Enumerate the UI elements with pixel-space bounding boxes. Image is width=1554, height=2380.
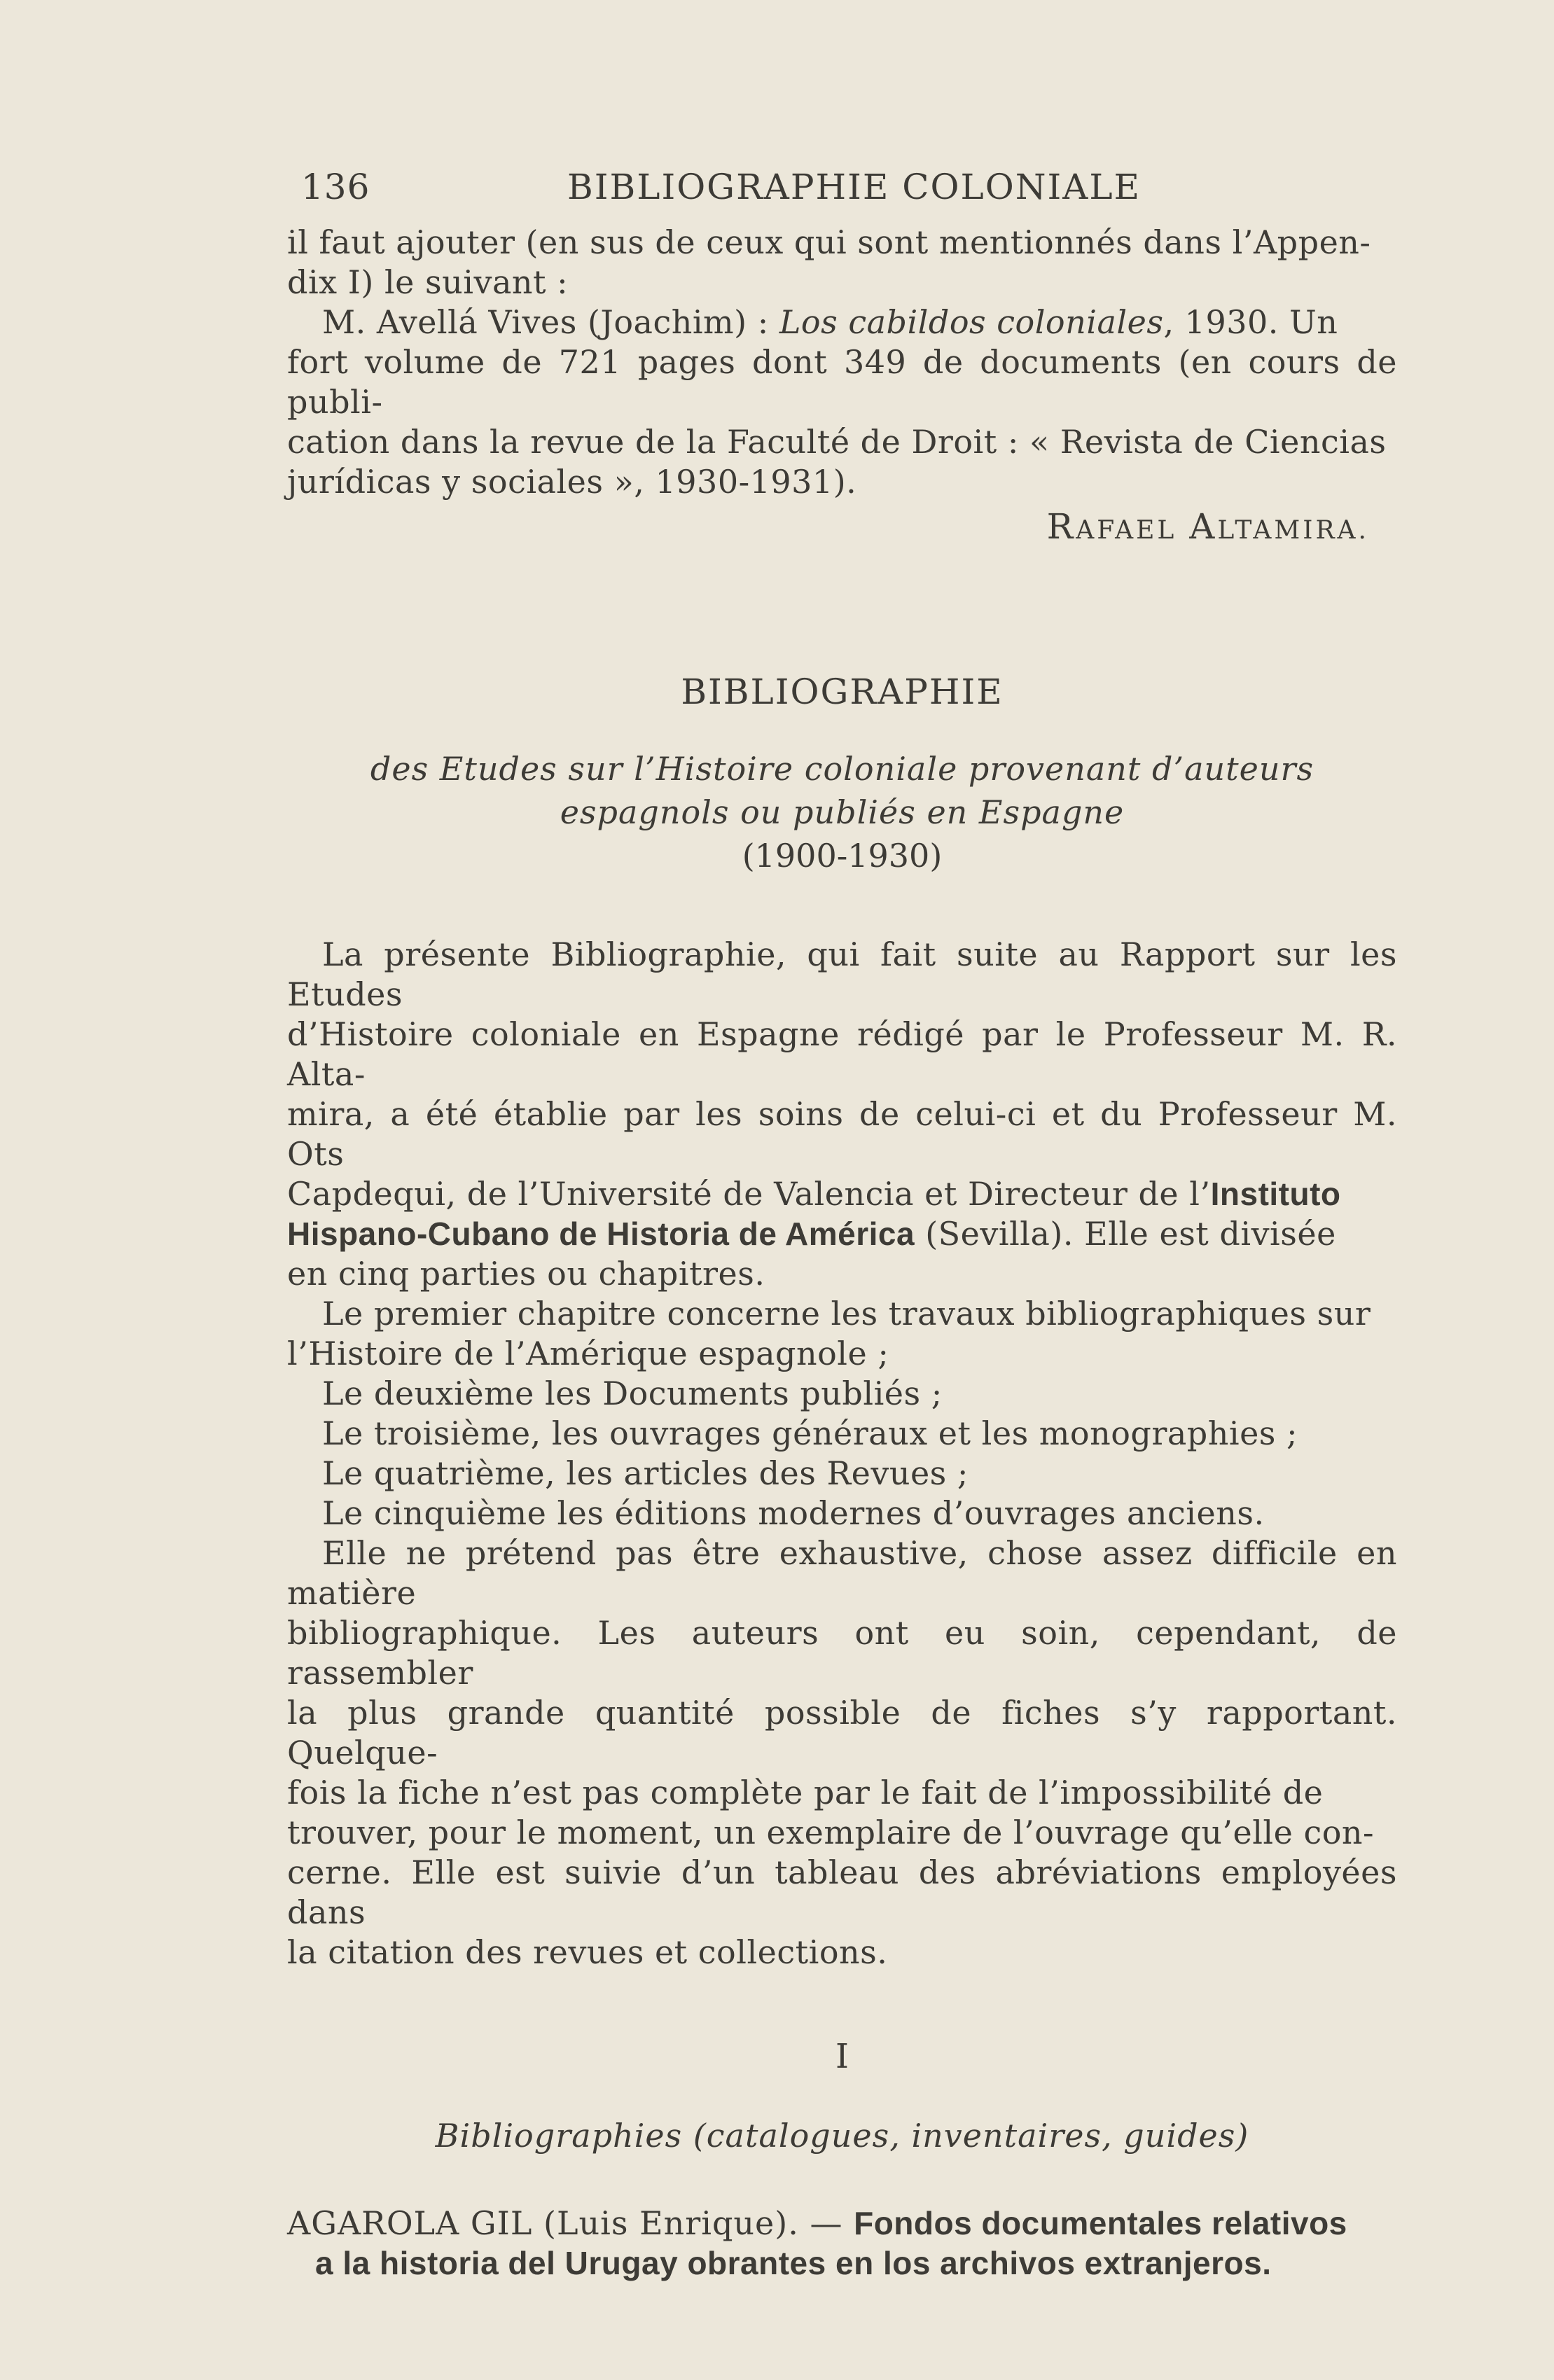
intro-line: mira, a été établie par les soins de celui-ci et du Professeur M. Ots <box>287 1095 1397 1173</box>
running-title: BIBLIOGRAPHIE COLONIALE <box>567 167 1142 207</box>
opening-paragraph <box>287 302 1397 342</box>
intro-line: cerne. Elle est suivie d’un tableau des abréviations employées dans <box>287 1853 1397 1931</box>
opening-line: jurídicas y sociales », 1930-1931). <box>287 463 857 501</box>
intro-line <box>287 1214 1397 1254</box>
section-dates: (1900-1930) <box>742 837 943 875</box>
intro-text-span: Capdequi, de l’Université de Valencia et Directeur de l’ <box>287 1175 1211 1213</box>
opening-para-text: M. Avellá Vives (Joachim) : <box>322 303 779 341</box>
intro-line: d’Histoire coloniale en Espagne rédigé par le Professeur M. R. Alta- <box>287 1015 1397 1093</box>
intro-line: La présente Bibliographie, qui fait suite au Rapport sur les Etudes <box>287 935 1397 1013</box>
bibliography-entry <box>287 2204 1397 2283</box>
intro-line: Elle ne prétend pas être exhaustive, chose assez difficile en matière <box>287 1534 1397 1612</box>
opening-line: dix I) le suivant : <box>287 263 569 301</box>
entry-author: AGAROLA GIL (Luis Enrique). — <box>287 2204 854 2242</box>
entry-line <box>287 2204 1397 2243</box>
intro-line: la citation des revues et collections. <box>287 1933 888 1971</box>
chapter-number: I <box>835 2037 849 2076</box>
section-heading: BIBLIOGRAPHIE <box>681 671 1004 712</box>
intro-line: trouver, pour le moment, un exemplaire de l’ouvrage qu’elle con- <box>287 1814 1375 1851</box>
chapter-list-item: Le troisième, les ouvrages généraux et les monographies ; <box>322 1414 1298 1452</box>
book-title: Los cabildos coloniales <box>779 303 1164 341</box>
chapter-title: Bibliographies (catalogues, inventaires, guides) <box>435 2117 1249 2155</box>
subtitle-line: des Etudes sur l’Histoire coloniale provenant d’auteurs <box>370 750 1314 788</box>
institute-name: Hispano-Cubano de Historia de América <box>287 1216 915 1252</box>
opening-line: cation dans la revue de la Faculté de Droit : « Revista de Ciencias <box>287 423 1387 461</box>
signature-text: LTAMIRA. <box>1217 516 1369 545</box>
chapter-list-item: Le deuxième les Documents publiés ; <box>322 1375 943 1412</box>
intro-line: bibliographique. Les auteurs ont eu soin, cependant, de rassembler <box>287 1614 1397 1692</box>
signature <box>287 506 1397 547</box>
intro-line: l’Histoire de l’Amérique espagnole ; <box>287 1335 889 1372</box>
intro-line: Le premier chapitre concerne les travaux bibliographiques sur <box>322 1295 1371 1332</box>
section-subtitle <box>287 747 1397 834</box>
page-header <box>287 167 1397 216</box>
page-content <box>287 167 1397 2283</box>
entry-title: a la historia del Urugay obrantes en los archivos extranjeros. <box>315 2245 1272 2281</box>
intro-line: en cinq parties ou chapitres. <box>287 1255 765 1293</box>
opening-text <box>287 223 1397 547</box>
signature-initial: R <box>1046 506 1076 547</box>
chapter-list-item: Le quatrième, les articles des Revues ; <box>322 1454 969 1492</box>
opening-line: il faut ajouter (en sus de ceux qui sont mentionnés dans l’Appen- <box>287 223 1371 261</box>
intro-line: la plus grande quantité possible de fiches s’y rapportant. Quelque- <box>287 1694 1397 1772</box>
intro-line <box>287 1174 1397 1214</box>
subtitle-line: espagnols ou publiés en Espagne <box>560 793 1125 831</box>
page-number: 136 <box>301 167 370 207</box>
entry-title: Fondos documentales relativos <box>854 2205 1347 2241</box>
signature-text: AFAEL <box>1076 516 1177 545</box>
intro-line: fois la fiche n’est pas complète par le fait de l’impossibilité de <box>287 1774 1324 1811</box>
opening-line: fort volume de 721 pages dont 349 de documents (en cours de publi- <box>287 343 1397 421</box>
intro-text <box>287 935 1397 1972</box>
intro-text-span: (Sevilla). Elle est divisée <box>915 1215 1336 1253</box>
institute-name: Instituto <box>1210 1176 1341 1212</box>
signature-initial: A <box>1189 506 1218 547</box>
chapter-list-item: Le cinquième les éditions modernes d’ouvrages anciens. <box>322 1494 1265 1532</box>
opening-para-text: , 1930. Un <box>1163 303 1338 341</box>
